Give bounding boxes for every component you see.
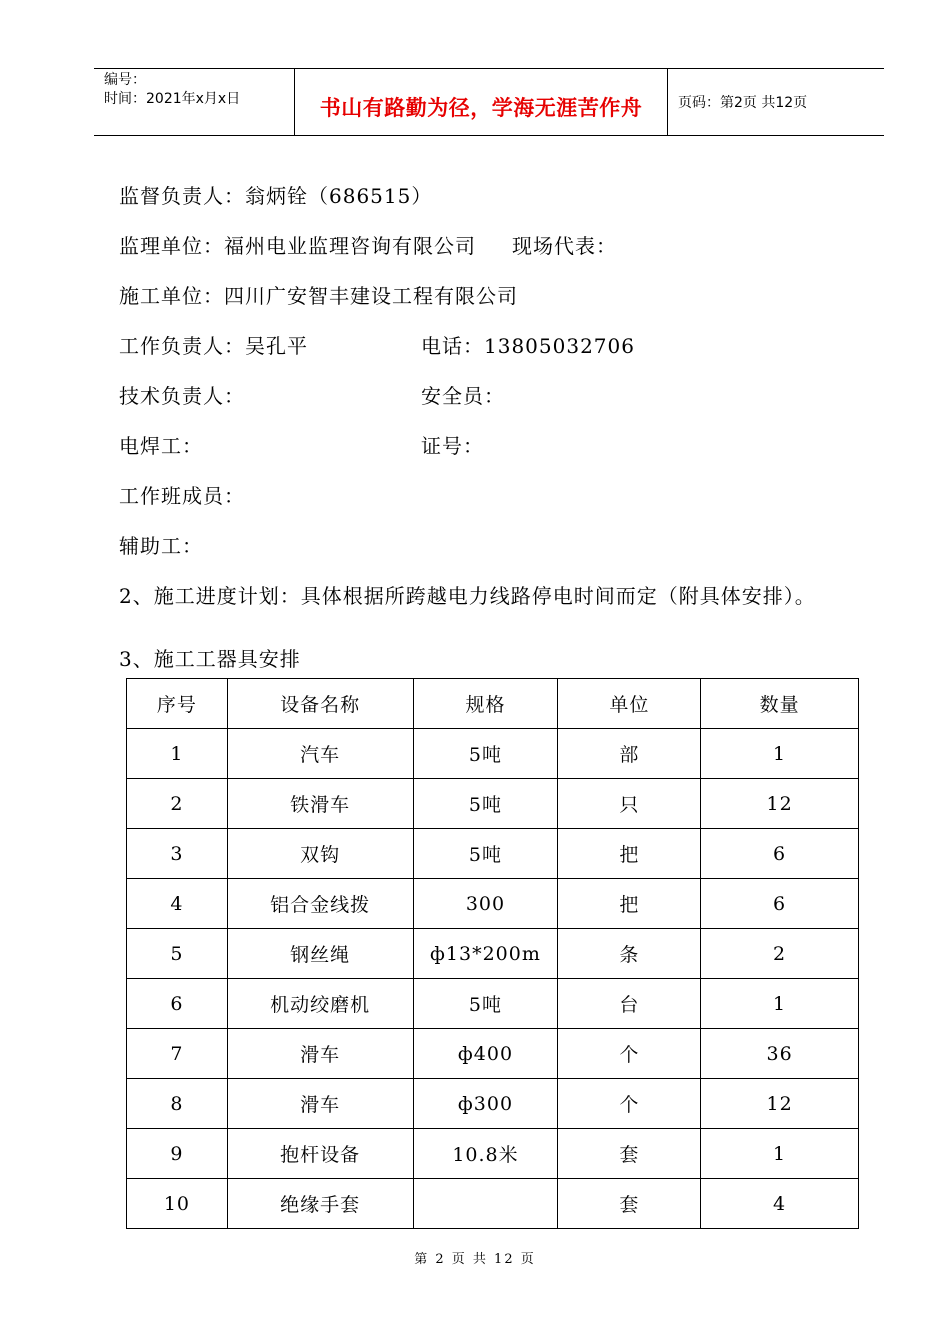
- table-row: [127, 1079, 859, 1129]
- equipment-table: [126, 678, 859, 1229]
- table-row: [127, 729, 859, 779]
- table-header-row: [127, 679, 859, 729]
- cell-name: 滑车: [227, 1079, 413, 1129]
- cell-name: 双钩: [227, 829, 413, 879]
- cell-unit: 个: [558, 1079, 701, 1129]
- cert-number-line: 证号：: [421, 434, 484, 458]
- header-cell-unit: 单位: [558, 679, 701, 729]
- cell-unit: 条: [558, 929, 701, 979]
- site-representative: 现场代表：: [512, 234, 617, 258]
- team-members-line: 工作班成员：: [119, 484, 245, 508]
- cell-quantity: 1: [701, 1129, 859, 1179]
- cell-quantity: 6: [701, 829, 859, 879]
- page-footer: 第 2 页 共 12 页: [414, 1252, 536, 1267]
- tools-heading: 3、施工工器具安排: [119, 647, 301, 671]
- welder-line: 电焊工：: [119, 434, 203, 458]
- construction-unit-line: 施工单位：四川广安智丰建设工程有限公司: [119, 284, 518, 308]
- cell-quantity: 2: [701, 929, 859, 979]
- cell-spec: 5吨: [413, 729, 558, 779]
- cell-spec: ф400: [413, 1029, 558, 1079]
- cell-unit: 台: [558, 979, 701, 1029]
- cell-index: 4: [127, 879, 228, 929]
- cell-unit: 部: [558, 729, 701, 779]
- table-row: [127, 1179, 859, 1229]
- cell-index: 6: [127, 979, 228, 1029]
- table-row: [127, 779, 859, 829]
- header-page-info: 页码：第2页 共12页: [678, 95, 808, 111]
- header-motto-cell: [295, 69, 668, 135]
- cell-index: 8: [127, 1079, 228, 1129]
- table-row: [127, 1029, 859, 1079]
- cell-name: 机动绞磨机: [227, 979, 413, 1029]
- cell-name: 滑车: [227, 1029, 413, 1079]
- cell-quantity: 6: [701, 879, 859, 929]
- cell-name: 绝缘手套: [227, 1179, 413, 1229]
- cell-spec: ф13*200m: [413, 929, 558, 979]
- cell-quantity: 36: [701, 1029, 859, 1079]
- cell-spec: 300: [413, 879, 558, 929]
- schedule-paragraph: 2、施工进度计划：具体根据所跨越电力线路停电时间而定（附具体安排）。: [119, 584, 816, 608]
- table-row: [127, 879, 859, 929]
- phone-line: 电话：13805032706: [421, 334, 635, 358]
- page-header: [94, 68, 884, 136]
- supervision-unit-line: [119, 230, 617, 259]
- header-number: 编号：: [104, 72, 146, 88]
- cell-unit: 把: [558, 829, 701, 879]
- cell-name: 铝合金线拨: [227, 879, 413, 929]
- cell-name: 汽车: [227, 729, 413, 779]
- header-cell-quantity: 数量: [701, 679, 859, 729]
- table-row: [127, 829, 859, 879]
- cell-index: 7: [127, 1029, 228, 1079]
- cell-unit: 把: [558, 879, 701, 929]
- header-cell-index: 序号: [127, 679, 228, 729]
- cell-index: 2: [127, 779, 228, 829]
- safety-officer-line: 安全员：: [421, 384, 505, 408]
- tech-leader-line: 技术负责人：: [119, 384, 245, 408]
- cell-quantity: 1: [701, 979, 859, 1029]
- assistants-line: 辅助工：: [119, 534, 203, 558]
- cell-quantity: 12: [701, 779, 859, 829]
- cell-unit: 套: [558, 1129, 701, 1179]
- cell-spec: [413, 1179, 558, 1229]
- cell-name: 抱杆设备: [227, 1129, 413, 1179]
- cell-spec: 5吨: [413, 979, 558, 1029]
- header-meta: [94, 69, 295, 135]
- cell-spec: ф300: [413, 1079, 558, 1129]
- cell-quantity: 4: [701, 1179, 859, 1229]
- cell-index: 5: [127, 929, 228, 979]
- cell-unit: 个: [558, 1029, 701, 1079]
- cell-name: 铁滑车: [227, 779, 413, 829]
- table-row: [127, 979, 859, 1029]
- cell-unit: 只: [558, 779, 701, 829]
- header-cell-name: 设备名称: [227, 679, 413, 729]
- cell-index: 10: [127, 1179, 228, 1229]
- cell-name: 钢丝绳: [227, 929, 413, 979]
- header-motto: 书山有路勤为径，学海无涯苦作舟: [319, 96, 643, 120]
- cell-spec: 10.8米: [413, 1129, 558, 1179]
- cell-index: 3: [127, 829, 228, 879]
- cell-index: 9: [127, 1129, 228, 1179]
- table-row: [127, 929, 859, 979]
- table-row: [127, 1129, 859, 1179]
- header-cell-spec: 规格: [413, 679, 558, 729]
- cell-quantity: 1: [701, 729, 859, 779]
- cell-spec: 5吨: [413, 829, 558, 879]
- cell-unit: 套: [558, 1179, 701, 1229]
- cell-quantity: 12: [701, 1079, 859, 1129]
- supervisor-line: 监督负责人：翁炳铨（686515）: [119, 184, 433, 208]
- cell-spec: 5吨: [413, 779, 558, 829]
- supervision-unit: 监理单位：福州电业监理咨询有限公司: [119, 234, 476, 258]
- work-leader-line: 工作负责人：吴孔平: [119, 334, 308, 358]
- header-time: 时间：2021年x月x日: [104, 91, 241, 107]
- cell-index: 1: [127, 729, 228, 779]
